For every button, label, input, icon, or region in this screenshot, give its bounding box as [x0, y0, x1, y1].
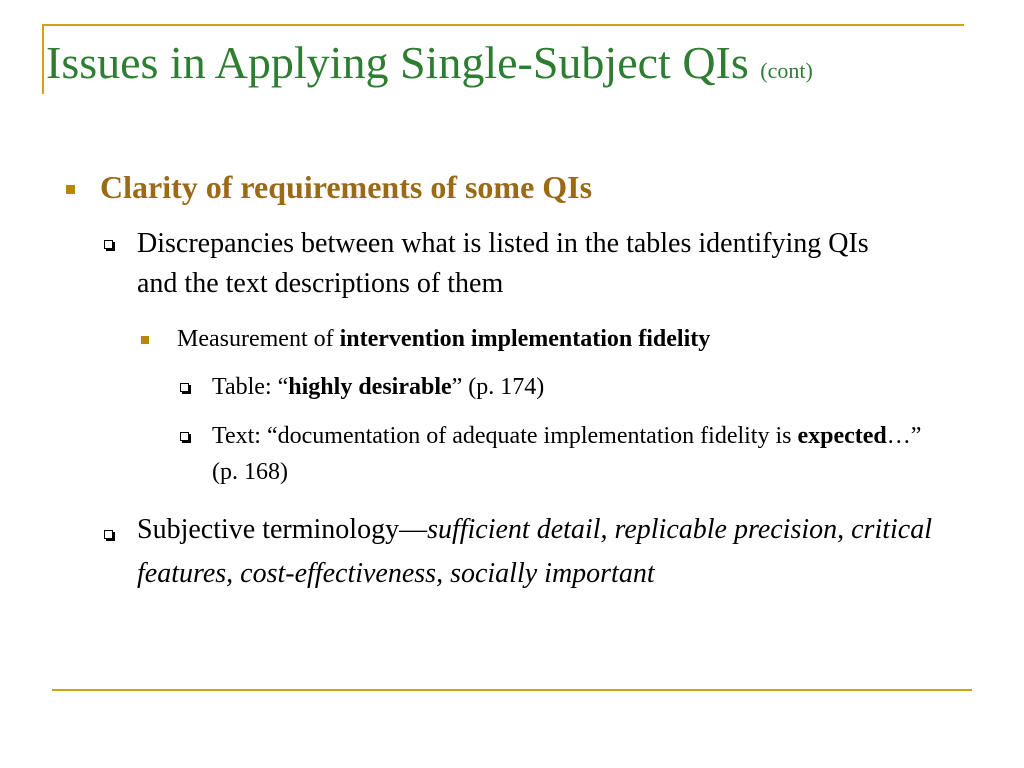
subjective-italic: sufficient detail, replicable precision, critical features, cost-effectiveness, socially important — [137, 514, 932, 589]
slide-title — [46, 38, 813, 89]
frame-top-line — [42, 24, 964, 26]
bullet-box-icon — [180, 432, 189, 441]
table-suffix: ” (p. 174) — [451, 374, 545, 400]
text-prefix: Text: “documentation of adequate implementation fidelity is — [212, 423, 798, 449]
sub-bullet-text — [212, 418, 932, 490]
sub-bullet-measurement — [177, 322, 977, 356]
bullet-clarity: Clarity of requirements of some QIs — [100, 169, 593, 205]
bullet-square-icon — [141, 336, 149, 344]
sub-bullet-subjective — [137, 508, 957, 596]
text-bold: expected — [797, 423, 887, 449]
bullet-square-icon — [66, 185, 75, 194]
measurement-bold: intervention implementation fidelity — [339, 326, 711, 352]
bullet-box-icon — [104, 530, 113, 539]
table-bold: highly desirable — [288, 374, 452, 400]
slide-title-main: Issues in Applying Single-Subject QIs — [46, 37, 749, 88]
sub-bullet-table — [212, 369, 972, 405]
bullet-box-icon — [104, 240, 113, 249]
slide-title-suffix: (cont) — [760, 58, 813, 83]
text-suffix: …” (p. 168) — [212, 423, 922, 485]
frame-left-line — [42, 24, 44, 94]
bullet-box-icon — [180, 383, 189, 392]
frame-bottom-line — [52, 689, 972, 691]
measurement-prefix: Measurement of — [177, 326, 340, 352]
table-prefix: Table: “ — [212, 374, 289, 400]
sub-bullet-discrepancies: Discrepancies between what is listed in the tables identifying QIs and the text descriptions of them — [137, 228, 869, 299]
subjective-prefix: Subjective terminology— — [137, 514, 428, 545]
